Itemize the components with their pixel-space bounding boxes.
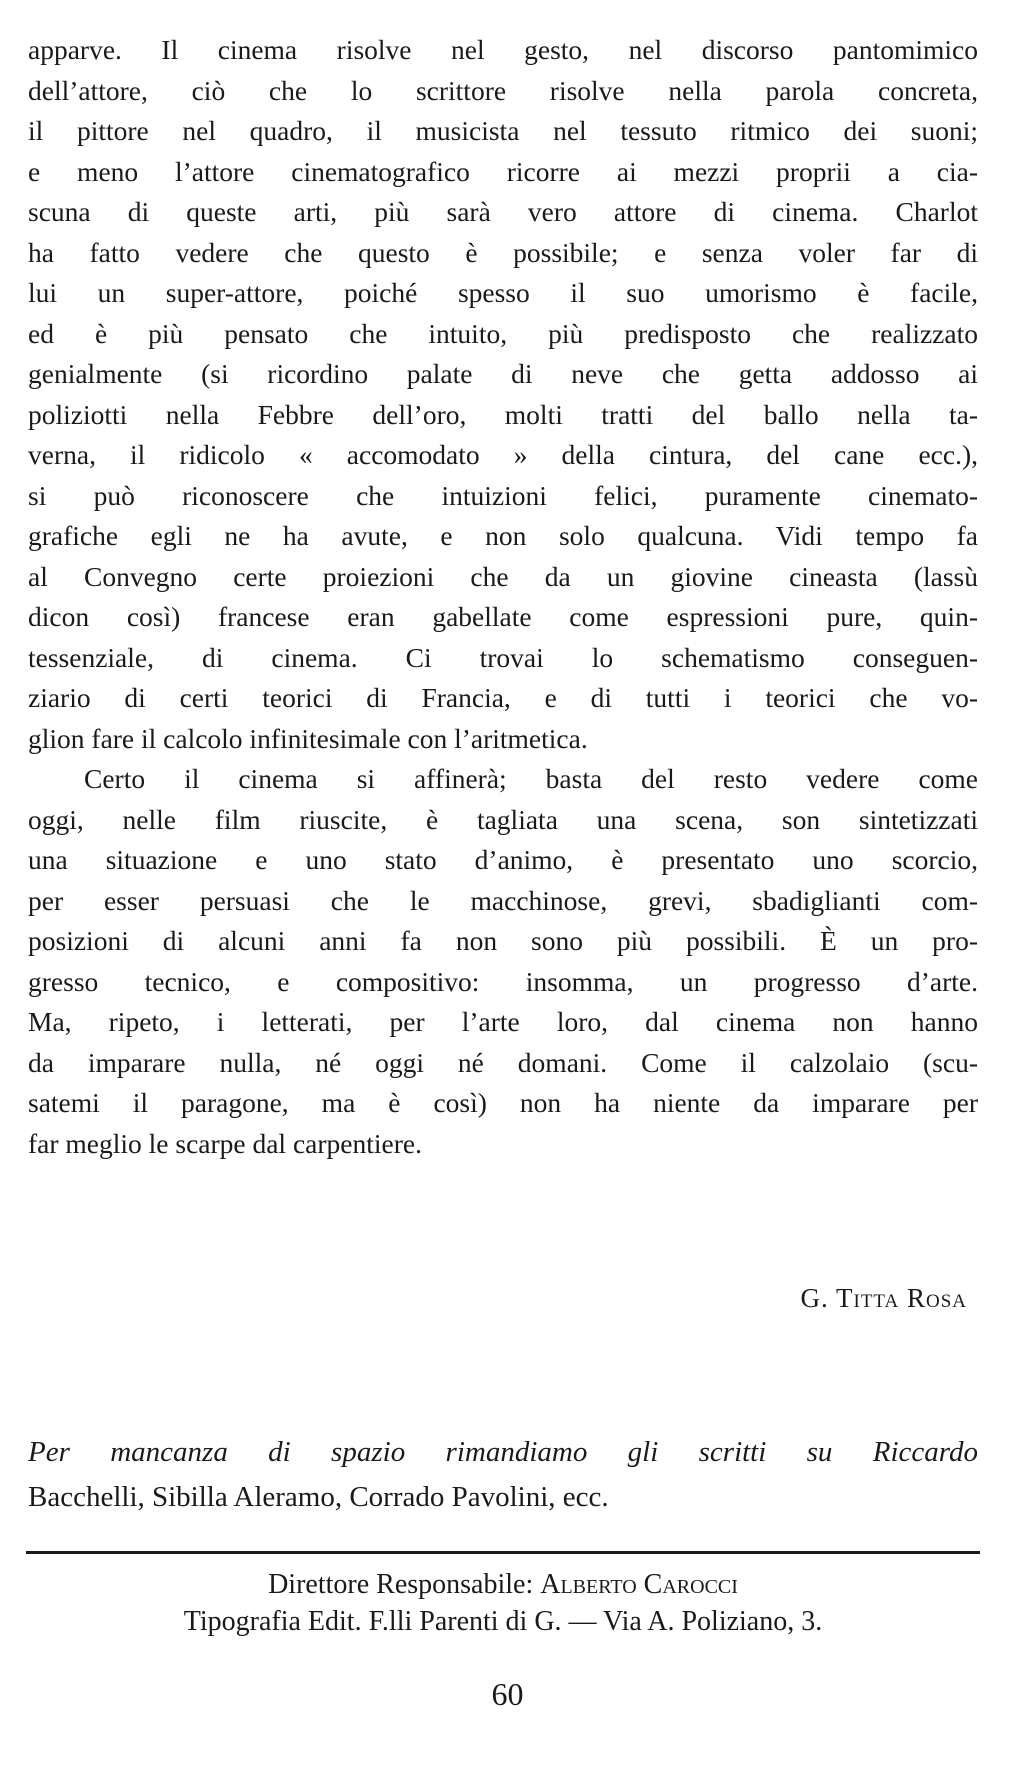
colophon [26, 1566, 980, 1640]
body-line-25: Ma, ripeto, i letterati, per l’arte loro, dal cinema non hanno [28, 1006, 978, 1037]
director-line [26, 1566, 980, 1603]
body-line-9: genialmente (si ricordino palate di neve che getta addosso ai [28, 358, 978, 389]
body-line-21: una situazione e uno stato d’animo, è presentato uno scorcio, [28, 844, 978, 875]
body-line-1: apparve. Il cinema risolve nel gesto, nel discorso pantomimico [28, 34, 978, 65]
body-line-16: tessenziale, di cinema. Ci trovai lo schematismo conseguen- [28, 641, 978, 673]
body-line-22: per esser persuasi che le macchinose, grevi, sbadiglianti com- [28, 884, 978, 916]
body-line-7: lui un super-attore, poiché spesso il suo umorismo è facile, [28, 277, 978, 308]
body-line-17: ziario di certi teorici di Francia, e di tutti i teorici che vo- [28, 682, 978, 713]
body-line-8: ed è più pensato che intuito, più predisposto che realizzato [28, 317, 978, 349]
body-line-5: scuna di queste arti, più sarà vero attore di cinema. Charlot [28, 196, 978, 227]
body-line-11: verna, il ridicolo « accomodato » della cintura, del cane ecc.), [28, 439, 978, 470]
note-line-1: Per mancanza di spazio rimandiamo gli scritti su Riccardo [28, 1436, 978, 1468]
body-line-6: ha fatto vedere che questo è possibile; e senza voler far di [28, 236, 978, 268]
body-line-3: il pittore nel quadro, il musicista nel tessuto ritmico dei suoni; [28, 115, 978, 146]
editorial-note [28, 1430, 978, 1520]
body-line-27: satemi il paragone, ma è così) non ha niente da imparare per [28, 1087, 978, 1118]
body-line-2: dell’attore, ciò che lo scrittore risolve nella parola concreta, [28, 74, 978, 106]
page-number: 60 [491, 1676, 524, 1712]
director-label: Direttore Responsabile: [268, 1569, 534, 1600]
director-name: Alberto Carocci [540, 1569, 738, 1600]
body-line-18: glion fare il calcolo infinitesimale con l’aritmetica. [28, 722, 588, 754]
author-signature: G. Titta Rosa [800, 1283, 967, 1313]
body-line-10: poliziotti nella Febbre dell’oro, molti tratti del ballo nella ta- [28, 398, 978, 430]
note-line-2: Bacchelli, Sibilla Aleramo, Corrado Pavolini, ecc. [28, 1481, 609, 1513]
body-line-14: al Convegno certe proiezioni che da un giovine cineasta (lassù [28, 560, 978, 592]
body-line-12: si può riconoscere che intuizioni felici, puramente cinemato- [28, 479, 978, 511]
article-body [28, 30, 978, 1164]
body-line-4: e meno l’attore cinematografico ricorre ai mezzi proprii a cia- [28, 155, 978, 187]
footer-rule [26, 1551, 980, 1554]
printer-line: Tipografia Edit. F.lli Parenti di G. — Via A. Poliziano, 3. [183, 1606, 823, 1637]
body-line-26: da imparare nulla, né oggi né domani. Come il calzolaio (scu- [28, 1046, 978, 1078]
body-line-23: posizioni di alcuni anni fa non sono più possibili. È un pro- [28, 925, 978, 956]
body-line-28: far meglio le scarpe dal carpentiere. [28, 1127, 422, 1159]
body-line-13: grafiche egli ne ha avute, e non solo qualcuna. Vidi tempo fa [28, 520, 978, 551]
body-line-19: Certo il cinema si affinerà; basta del resto vedere come [84, 763, 978, 794]
body-line-24: gresso tecnico, e compositivo: insomma, un progresso d’arte. [28, 965, 978, 997]
body-line-20: oggi, nelle film riuscite, è tagliata una scena, son sintetizzati [28, 803, 978, 835]
body-line-15: dicon così) francese eran gabellate come espressioni pure, quin- [28, 601, 978, 632]
